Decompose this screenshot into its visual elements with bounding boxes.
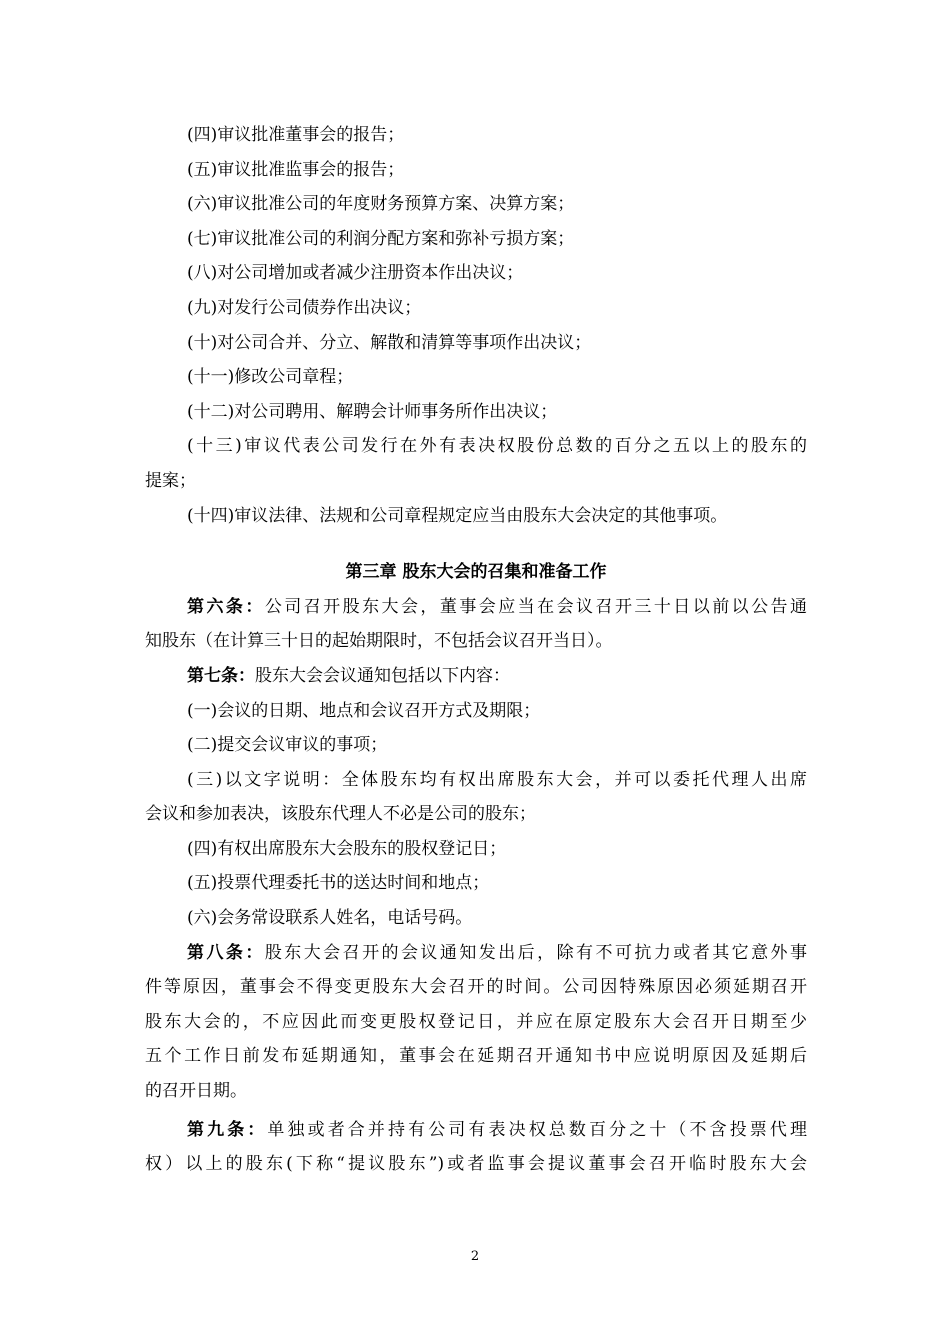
article-8-continuation: 股东大会的，不应因此而变更股权登记日，并应在原定股东大会召开日期至少 (145, 1011, 807, 1032)
article-label: 第七条： (187, 665, 255, 686)
article-6 (145, 590, 807, 625)
chapter-title: 第三章 股东大会的召集和准备工作 (345, 562, 607, 583)
list-item: (十四)审议法律、法规和公司章程规定应当由股东大会决定的其他事项。 (187, 505, 728, 526)
article-9 (145, 1113, 807, 1148)
section-gap (145, 533, 807, 555)
article-9-continuation: 权）以上的股东(下称“提议股东”)或者监事会提议董事会召开临时股东大会 (145, 1154, 807, 1175)
list-item: (四)审议批准董事会的报告； (187, 125, 405, 145)
article-8-continuation: 的召开日期。 (145, 1081, 247, 1102)
list-item: (一)会议的日期、地点和会议召开方式及期限； (187, 700, 541, 721)
list-item: (七)审议批准公司的利润分配方案和弥补亏损方案； (187, 228, 575, 249)
list-item: (六)审议批准公司的年度财务预算方案、决算方案； (187, 194, 575, 215)
page-number: 2 (470, 1249, 480, 1264)
article-8-continuation: 件等原因，董事会不得变更股东大会召开的时间。公司因特殊原因必须延期召开 (145, 977, 807, 998)
article-7 (145, 659, 807, 694)
article-text: 股东大会会议通知包括以下内容： (255, 665, 510, 686)
list-item: (四)有权出席股东大会股东的股权登记日； (187, 838, 507, 859)
list-item: (十)对公司合并、分立、解散和清算等事项作出决议； (187, 332, 592, 353)
list-item: (九)对发行公司债券作出决议； (187, 297, 422, 318)
list-item: (二)提交会议审议的事项； (187, 735, 388, 756)
list-item: (五)审议批准监事会的报告； (187, 159, 405, 180)
article-8 (145, 936, 807, 971)
article-6-continuation: 知股东（在计算三十日的起始期限时，不包括会议召开当日）。 (145, 631, 613, 652)
list-item: (五)投票代理委托书的送达时间和地点； (187, 873, 490, 894)
list-item: (十二)对公司聘用、解聘会计师事务所作出决议； (187, 401, 558, 422)
article-label: 第八条： (187, 942, 265, 963)
list-item-continuation: 会议和参加表决，该股东代理人不必是公司的股东； (145, 804, 536, 825)
list-item: (六)会务常设联系人姓名，电话号码。 (187, 908, 473, 929)
article-text: 股东大会召开的会议通知发出后，除有不可抗力或者其它意外事 (264, 942, 807, 963)
article-text: 单独或者合并持有公司有表决权总数百分之十（不含投票代理 (267, 1119, 807, 1140)
article-8-continuation: 五个工作日前发布延期通知，董事会在延期召开通知书中应说明原因及延期后 (145, 1046, 807, 1067)
article-text: 公司召开股东大会，董事会应当在会议召开三十日以前以公告通 (264, 596, 807, 617)
list-item: (十三)审议代表公司发行在外有表决权股份总数的百分之五以上的股东的 (187, 436, 807, 457)
document-page (145, 118, 807, 1182)
article-label: 第六条： (187, 596, 265, 617)
list-item: (八)对公司增加或者减少注册资本作出决议； (187, 263, 524, 284)
list-item: (十一)修改公司章程； (187, 367, 354, 388)
article-label: 第九条： (187, 1119, 268, 1140)
list-item: (三)以文字说明：全体股东均有权出席股东大会，并可以委托代理人出席 (187, 769, 807, 790)
list-item-continuation: 提案； (145, 470, 196, 491)
